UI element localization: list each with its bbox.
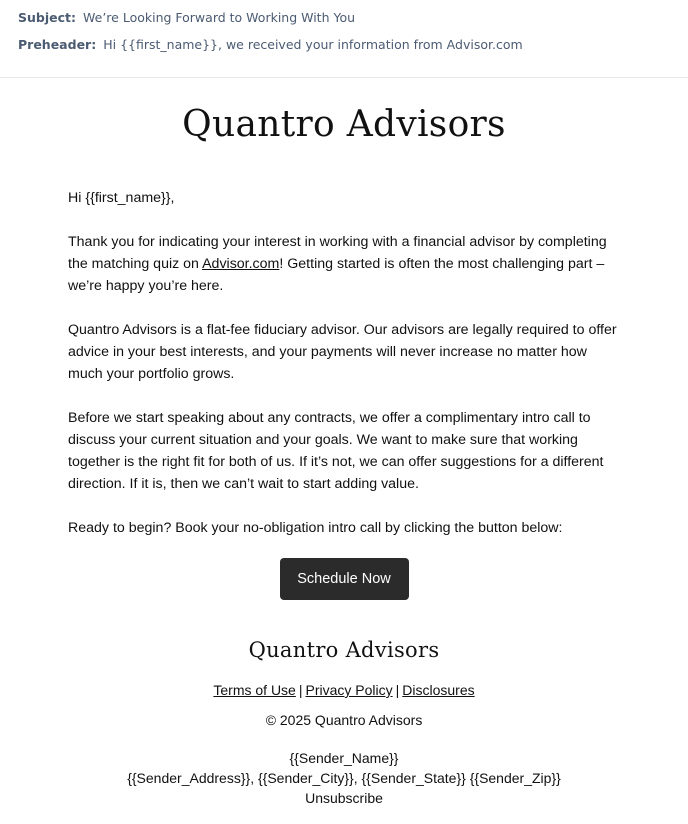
footer-links bbox=[0, 681, 688, 699]
sender-name: {{Sender_Name}} bbox=[289, 750, 399, 766]
paragraph-intro-text-1: Thank you for indicating your interest in working with a financial advisor by completing the matching quiz on bbox=[68, 234, 607, 272]
email-footer bbox=[0, 636, 688, 808]
unsubscribe-link[interactable]: Unsubscribe bbox=[305, 790, 383, 806]
copyright: © 2025 Quantro Advisors bbox=[265, 712, 423, 728]
subject-label: Subject: bbox=[18, 10, 76, 25]
preheader-label: Preheader: bbox=[18, 37, 97, 52]
terms-of-use-link[interactable]: Terms of Use bbox=[213, 682, 296, 698]
sender-address-block bbox=[0, 748, 688, 808]
email-body bbox=[0, 103, 688, 808]
paragraph-intro-call: Before we start speaking about any contracts, we offer a complimentary intro call to discuss your current situation and your goals. We want to make sure that working together is the right fit for both of us. If it’s not, we can offer suggestions for a different direction. If it is, then we can’t wait to start adding value. bbox=[68, 410, 604, 492]
paragraph-intro bbox=[68, 231, 624, 297]
greeting: Hi {{first_name}}, bbox=[68, 190, 175, 206]
sender-address: {{Sender_Address}}, {{Sender_City}}, {{Sender_State}} {{Sender_Zip}} bbox=[127, 770, 561, 786]
advisor-link[interactable]: Advisor.com bbox=[202, 256, 280, 272]
footer-separator: | bbox=[395, 682, 400, 698]
subject-value: We’re Looking Forward to Working With You bbox=[83, 10, 356, 25]
footer-separator: | bbox=[298, 682, 303, 698]
privacy-policy-link[interactable]: Privacy Policy bbox=[305, 682, 393, 698]
footer-brand: Quantro Advisors bbox=[248, 638, 440, 662]
disclosures-link[interactable]: Disclosures bbox=[402, 682, 475, 698]
cta-container bbox=[0, 558, 688, 600]
subject-row bbox=[18, 9, 670, 27]
paragraph-intro-text-2: ! Getting started is often the most challenging part – we’re happy you’re here. bbox=[68, 256, 605, 294]
schedule-now-button[interactable]: Schedule Now bbox=[280, 558, 409, 600]
preheader-row bbox=[18, 36, 670, 54]
email-meta-header bbox=[0, 0, 688, 78]
preheader-value: Hi {{first_name}}, we received your information from Advisor.com bbox=[103, 37, 523, 52]
paragraph-cta: Ready to begin? Book your no-obligation intro call by clicking the button below: bbox=[68, 520, 563, 536]
email-message bbox=[0, 187, 688, 539]
paragraph-fiduciary: Quantro Advisors is a flat-fee fiduciary advisor. Our advisors are legally required to offer advice in your best interests, and your payments will never increase no matter how much your portfolio grows. bbox=[68, 322, 617, 382]
brand-title: Quantro Advisors bbox=[182, 104, 506, 145]
